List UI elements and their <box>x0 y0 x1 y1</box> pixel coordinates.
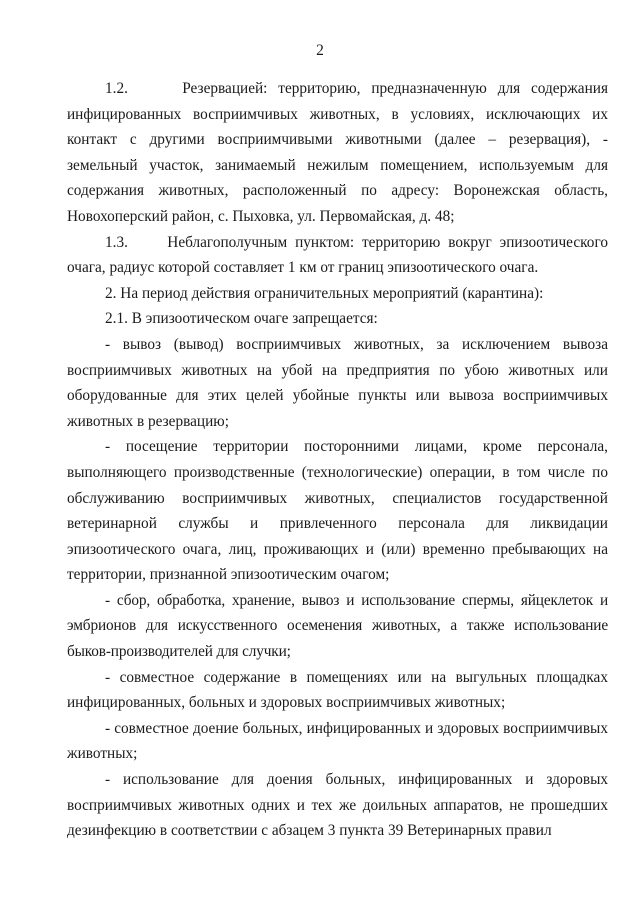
list-item-milking-equipment: - использование для доения больных, инфицированных и здоровых восприимчивых животных одних и тех же доильных аппаратов, не прошедших дезинфекцию в соответствии с абзацем 3 пункта 39 Ветеринарных правил <box>67 771 608 840</box>
list-item-removal-of-animals: - вывоз (вывод) восприимчивых животных, за исключением вывоза восприимчивых животных на убой на предприятия по убою животных или оборудованные для этих целей убойные пункты или вывоза восприимчивых животных в резервацию; <box>67 335 608 430</box>
list-item-joint-keeping: - совместное содержание в помещениях или на выгульных площадках инфицированных, больных и здоровых восприимчивых животных; <box>67 668 608 712</box>
paragraph-2-1-prohibited-in-focus: 2.1. В эпизоотическом очаге запрещается: <box>105 310 378 328</box>
list-item-sperm-and-embryos: - сбор, обработка, хранение, вывоз и использование спермы, яйцеклеток и эмбрионов для искусственного осеменения животных, а также использование быков-производителей для случки; <box>67 591 608 661</box>
page-number: 2 <box>316 42 324 59</box>
list-item-visiting-territory: - посещение территории посторонними лицами, кроме персонала, выполняющего производственные (технологические) операции, в том числе по обслуживанию восприимчивых животных, специалистов государственной ветеринарной службы и привлеченного персонала для ликвидации эпизоотического очага, лиц, проживающих и (или) временно пребывающих на территории, признанной эпизоотическим очагом; <box>67 438 608 584</box>
paragraph-2-quarantine-period: 2. На период действия ограничительных мероприятий (карантина): <box>105 284 544 302</box>
list-item-joint-milking: - совместное доение больных, инфицированных и здоровых восприимчивых животных; <box>67 719 608 763</box>
document-body <box>67 76 608 844</box>
paragraph-1-3-unfavorable-point: 1.3. Неблагополучным пунктом: территорию вокруг эпизоотического очага, радиус которой составляет 1 км от границ эпизоотического очага. <box>67 233 608 277</box>
paragraph-1-2-reservation: 1.2. Резервацией: территорию, предназначенную для содержания инфицированных восприимчивых животных, в условиях, исключающих их контакт с другими восприимчивыми животными (далее – резервация), - земельный участок, занимаемый нежилым помещением, используемым для содержания животных, расположенный по адресу: Воронежская область, Новохоперский район, с. Пыховка, ул. Первомайская, д. 48; <box>67 80 608 225</box>
